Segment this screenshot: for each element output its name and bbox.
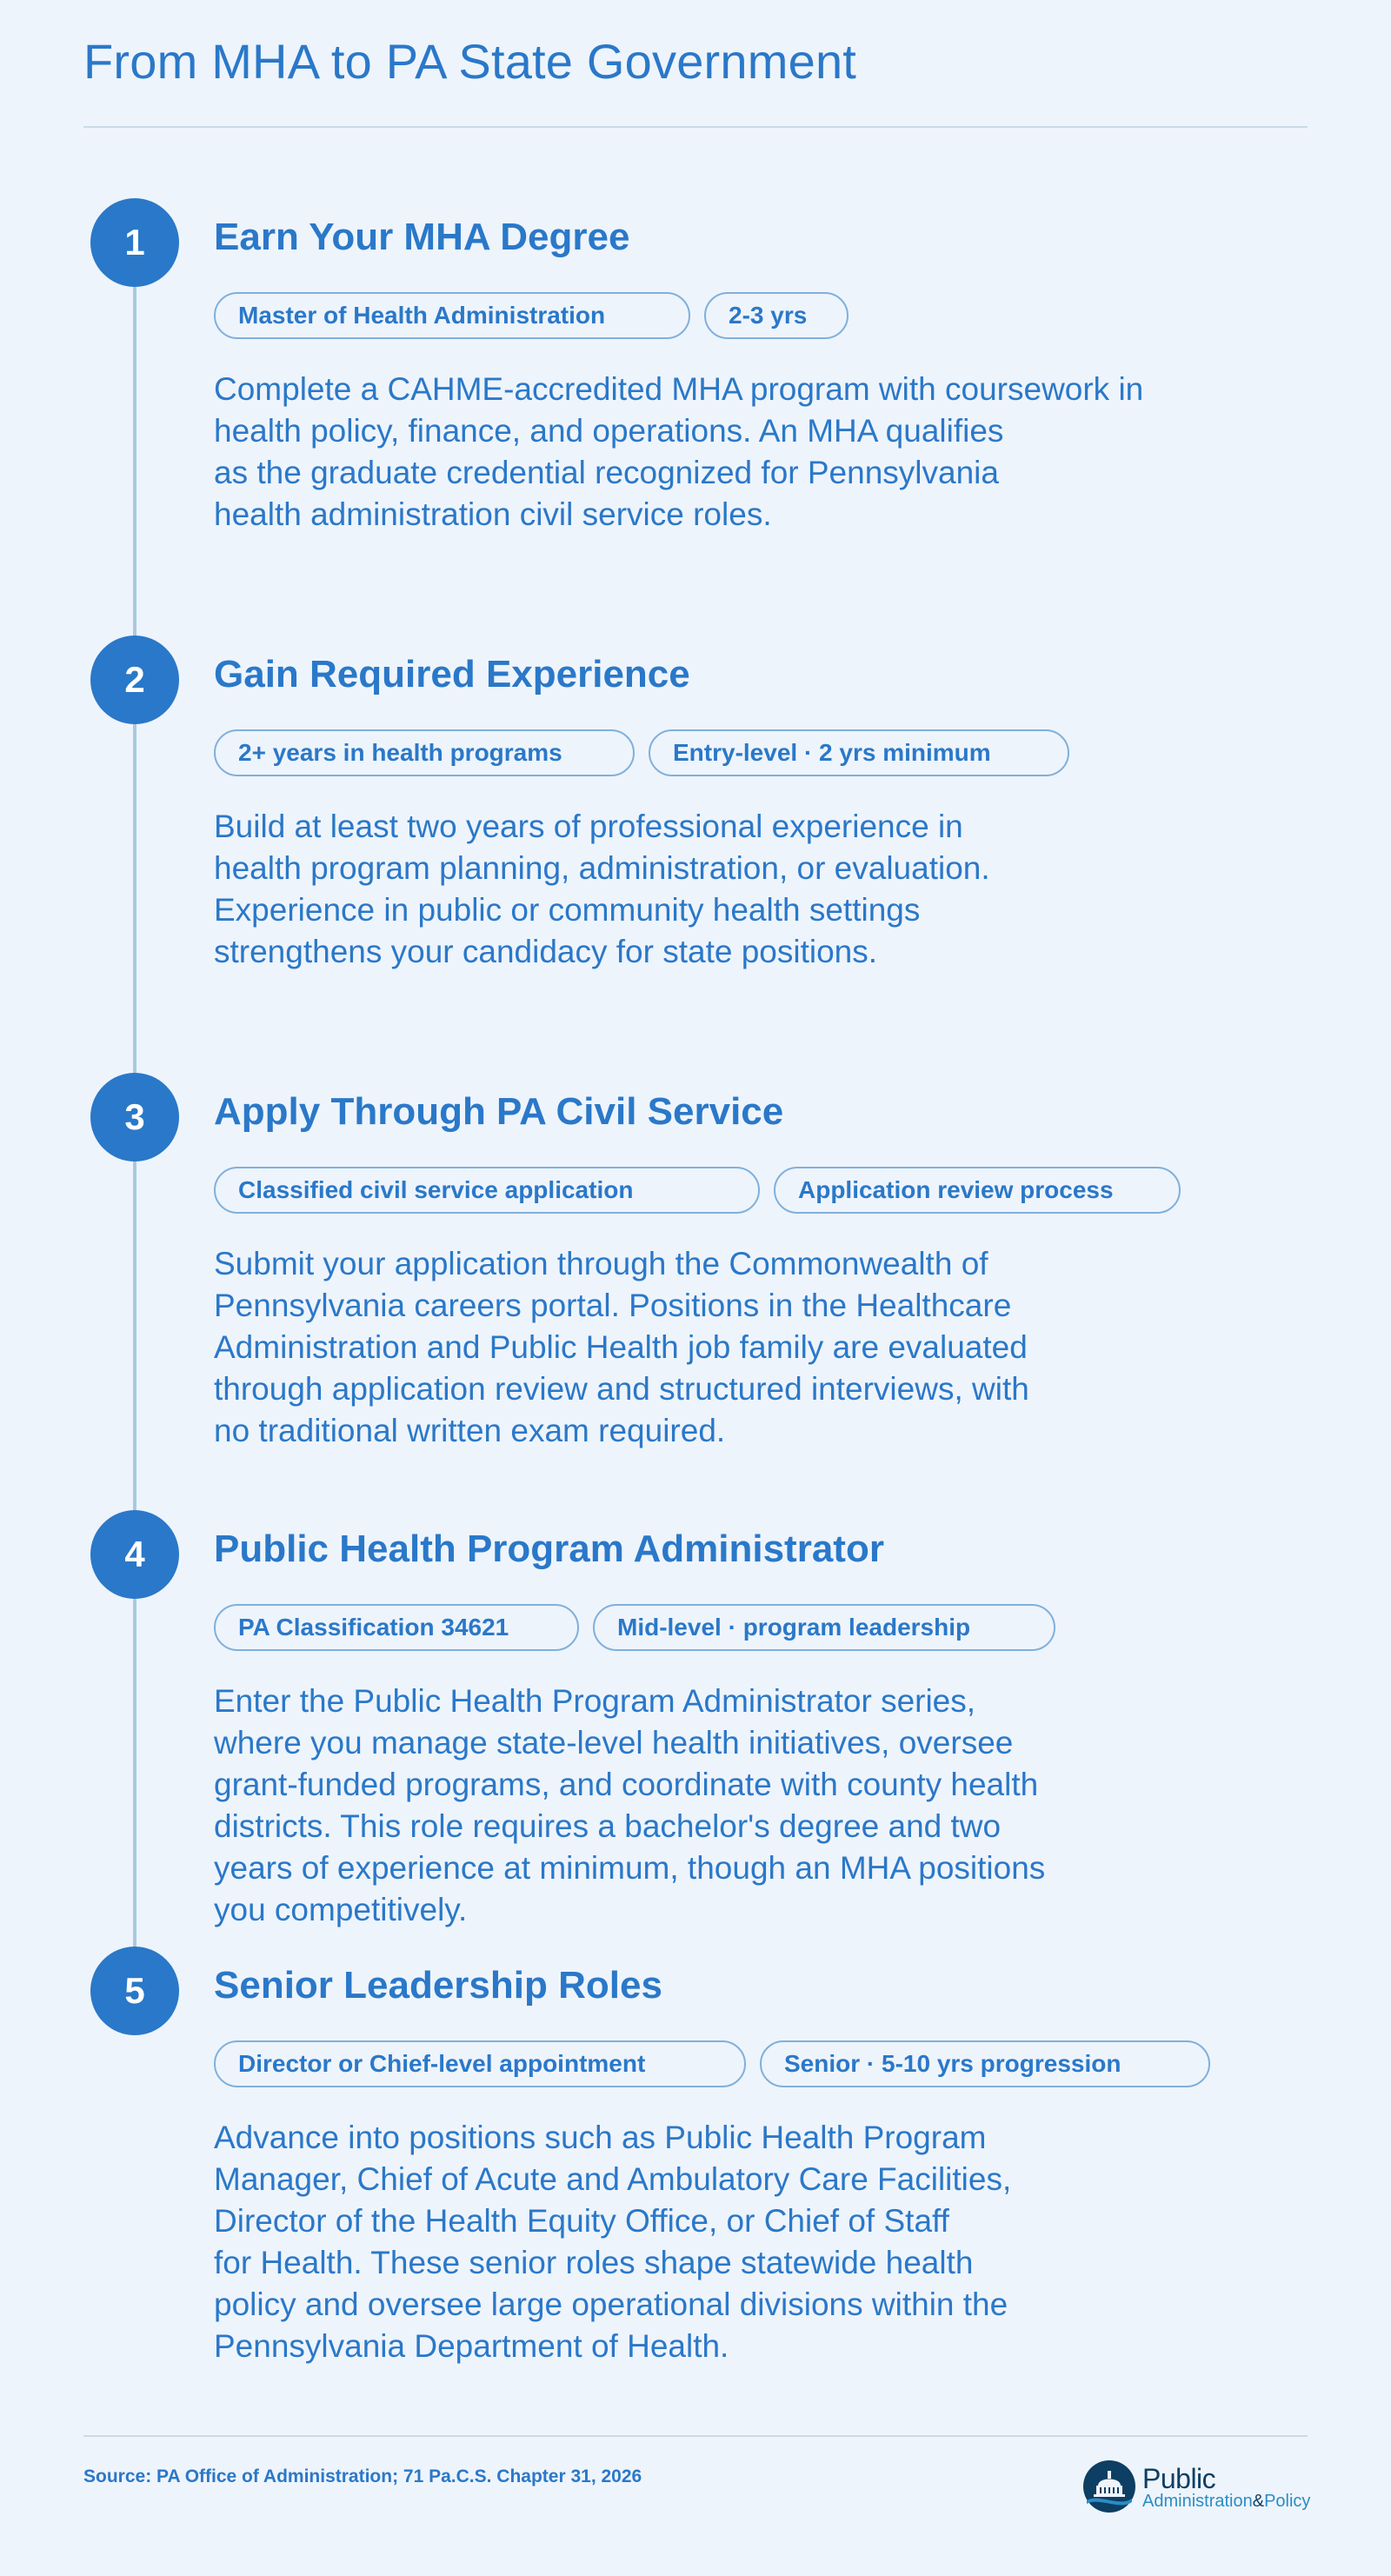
description-line: you competitively.	[214, 1892, 468, 1927]
step-tag: Classified civil service application	[214, 1167, 760, 1214]
logo-ampersand: &	[1252, 2492, 1265, 2511]
description-line: Administration and Public Health job family are evaluated	[214, 1329, 1028, 1365]
logo-subtitle	[1142, 2492, 1310, 2511]
step-tags	[214, 729, 1069, 776]
description-line: through application review and structured interviews, with	[214, 1371, 1029, 1407]
logo-public-text: Public	[1142, 2463, 1216, 2494]
publisher-logo	[1082, 2459, 1310, 2514]
step-description	[214, 806, 1205, 973]
step-number-badge: 3	[90, 1073, 179, 1162]
step-tag: Director or Chief-level appointment	[214, 2040, 746, 2087]
description-line: policy and oversee large operational divisions within the	[214, 2286, 1008, 2322]
step-description	[214, 1243, 1205, 1452]
page-title: From MHA to PA State Government	[83, 34, 857, 89]
description-line: for Health. These senior roles shape statewide health	[214, 2245, 974, 2280]
description-line: Submit your application through the Commonwealth of	[214, 1246, 988, 1281]
description-line: where you manage state-level health initiatives, oversee	[214, 1725, 1014, 1761]
step-number-badge: 5	[90, 1947, 179, 2035]
step-description	[214, 2117, 1205, 2367]
description-line: districts. This role requires a bachelor's degree and two	[214, 1808, 1002, 1844]
step-title: Gain Required Experience	[214, 653, 690, 696]
description-line: Complete a CAHME-accredited MHA program with coursework in	[214, 371, 1144, 407]
logo-policy-text: Policy	[1264, 2492, 1311, 2511]
step-title: Apply Through PA Civil Service	[214, 1090, 784, 1133]
step-tag: Senior · 5-10 yrs progression	[760, 2040, 1210, 2087]
description-line: Enter the Public Health Program Administrator series,	[214, 1683, 976, 1719]
step-number-badge: 4	[90, 1510, 179, 1599]
step-tags	[214, 2040, 1210, 2087]
logo-wordmark	[1142, 2463, 1311, 2511]
step-title: Earn Your MHA Degree	[214, 216, 630, 258]
description-line: Advance into positions such as Public Health Program	[214, 2120, 987, 2155]
description-line: no traditional written exam required.	[214, 1413, 726, 1448]
description-line: Experience in public or community health settings	[214, 892, 921, 928]
description-line: strengthens your candidacy for state positions.	[214, 934, 878, 969]
step-description	[214, 1681, 1205, 1931]
description-line: Director of the Health Equity Office, or Chief of Staff	[214, 2203, 949, 2239]
description-line: health program planning, administration, or evaluation.	[214, 850, 990, 886]
step-tag: Mid-level · program leadership	[593, 1604, 1055, 1651]
source-note: Source: PA Office of Administration; 71 Pa.C.S. Chapter 31, 2026	[83, 2466, 642, 2486]
description-line: years of experience at minimum, though an MHA positions	[214, 1850, 1046, 1886]
step-tags	[214, 1604, 1055, 1651]
step-tags	[214, 292, 849, 339]
description-line: health policy, finance, and operations. An MHA qualifies	[214, 413, 1004, 449]
footer-divider	[83, 2435, 1308, 2437]
step-number-badge: 2	[90, 636, 179, 724]
header-divider	[83, 126, 1308, 128]
capitol-dome-icon	[1082, 2459, 1137, 2514]
description-line: grant-funded programs, and coordinate with county health	[214, 1767, 1039, 1802]
step-description	[214, 369, 1205, 536]
step-tag: Entry-level · 2 yrs minimum	[649, 729, 1069, 776]
description-line: Manager, Chief of Acute and Ambulatory Care Facilities,	[214, 2161, 1012, 2197]
description-line: Pennsylvania Department of Health.	[214, 2328, 729, 2364]
step-title: Public Health Program Administrator	[214, 1528, 884, 1570]
step-tag: 2+ years in health programs	[214, 729, 635, 776]
step-tag: 2-3 yrs	[704, 292, 849, 339]
description-line: Pennsylvania careers portal. Positions in the Healthcare	[214, 1288, 1012, 1323]
step-title: Senior Leadership Roles	[214, 1964, 662, 2007]
step-tag: Master of Health Administration	[214, 292, 690, 339]
step-number-badge: 1	[90, 198, 179, 287]
description-line: health administration civil service roles.	[214, 496, 772, 532]
logo-administration-text: Administration	[1142, 2492, 1253, 2511]
description-line: as the graduate credential recognized for Pennsylvania	[214, 455, 999, 490]
description-line: Build at least two years of professional experience in	[214, 809, 963, 844]
step-tags	[214, 1167, 1181, 1214]
step-tag: PA Classification 34621	[214, 1604, 579, 1651]
step-tag: Application review process	[774, 1167, 1181, 1214]
